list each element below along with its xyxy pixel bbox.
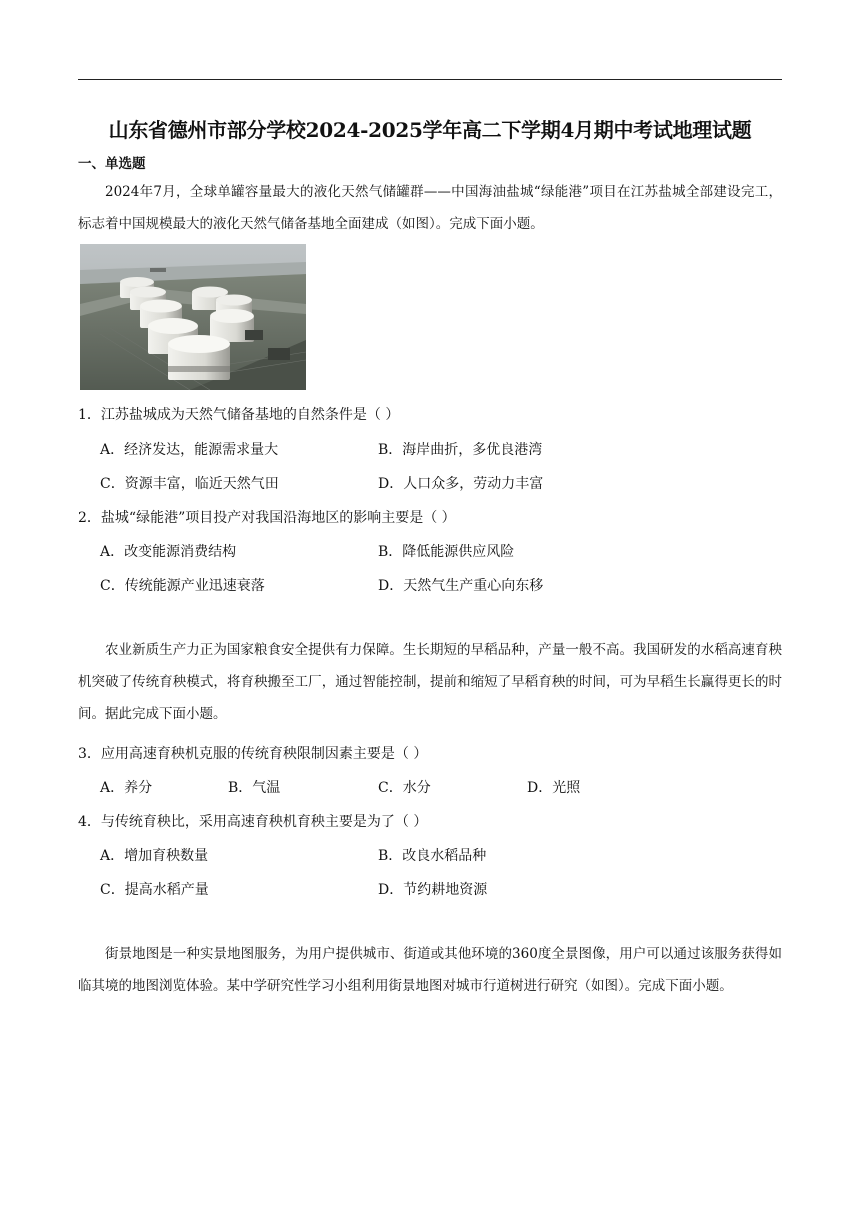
q2-option-b[interactable]: B．降低能源供应风险 (378, 544, 515, 560)
q1-option-c[interactable]: C．资源丰富，临近天然气田 (100, 476, 279, 492)
question-4-stem: 4．与传统育秧比，采用高速育秧机育秧主要是为了（ ） (78, 814, 428, 830)
lng-storage-tanks-photo (80, 244, 306, 390)
q4-option-b[interactable]: B．改良水稻品种 (378, 848, 487, 864)
passage-3: 街景地图是一种实景地图服务，为用户提供城市、街道或其他环境的360度全景图像，用户可以通过该服务获得如临其境的地图浏览体验。某中学研究性学习小组利用街景地图对城市行道树进行研究（如图）。完成下面小题。 (78, 946, 782, 994)
section-heading: 一、单选题 (78, 156, 146, 172)
q1-option-d[interactable]: D．人口众多，劳动力丰富 (378, 476, 544, 492)
q3-option-a[interactable]: A．养分 (100, 780, 153, 796)
q3-option-b[interactable]: B．气温 (228, 780, 281, 796)
q1-option-a[interactable]: A．经济发达，能源需求量大 (100, 442, 279, 458)
q1-option-b[interactable]: B．海岸曲折，多优良港湾 (378, 442, 543, 458)
question-1-stem: 1．江苏盐城成为天然气储备基地的自然条件是（ ） (78, 407, 400, 423)
q4-option-a[interactable]: A．增加育秧数量 (100, 848, 209, 864)
q4-option-d[interactable]: D．节约耕地资源 (378, 882, 488, 898)
q4-option-c[interactable]: C．提高水稻产量 (100, 882, 209, 898)
q2-option-c[interactable]: C．传统能源产业迅速衰落 (100, 578, 265, 594)
question-3-stem: 3．应用高速育秧机克服的传统育秧限制因素主要是（ ） (78, 746, 428, 762)
q2-option-a[interactable]: A．改变能源消费结构 (100, 544, 237, 560)
page-title: 山东省德州市部分学校2024-2025学年高二下学期4月期中考试地理试题 (108, 118, 752, 142)
q2-option-d[interactable]: D．天然气生产重心向东移 (378, 578, 544, 594)
question-2-stem: 2．盐城“绿能港”项目投产对我国沿海地区的影响主要是（ ） (78, 510, 456, 526)
header-rule (78, 79, 782, 80)
passage-1: 2024年7月，全球单罐容量最大的液化天然气储罐群——中国海油盐城“绿能港”项目在江苏盐城全部建设完工，标志着中国规模最大的液化天然气储备基地全面建成（如图）。完成下面小题。 (78, 184, 782, 232)
passage-2: 农业新质生产力正为国家粮食安全提供有力保障。生长期短的早稻品种，产量一般不高。我国研发的水稻高速育秧机突破了传统育秧模式，将育秧搬至工厂，通过智能控制，提前和缩短了早稻育秧的时间，可为早稻生长赢得更长的时间。据此完成下面小题。 (78, 642, 782, 722)
q3-option-c[interactable]: C．水分 (378, 780, 431, 796)
q3-option-d[interactable]: D．光照 (527, 780, 581, 796)
